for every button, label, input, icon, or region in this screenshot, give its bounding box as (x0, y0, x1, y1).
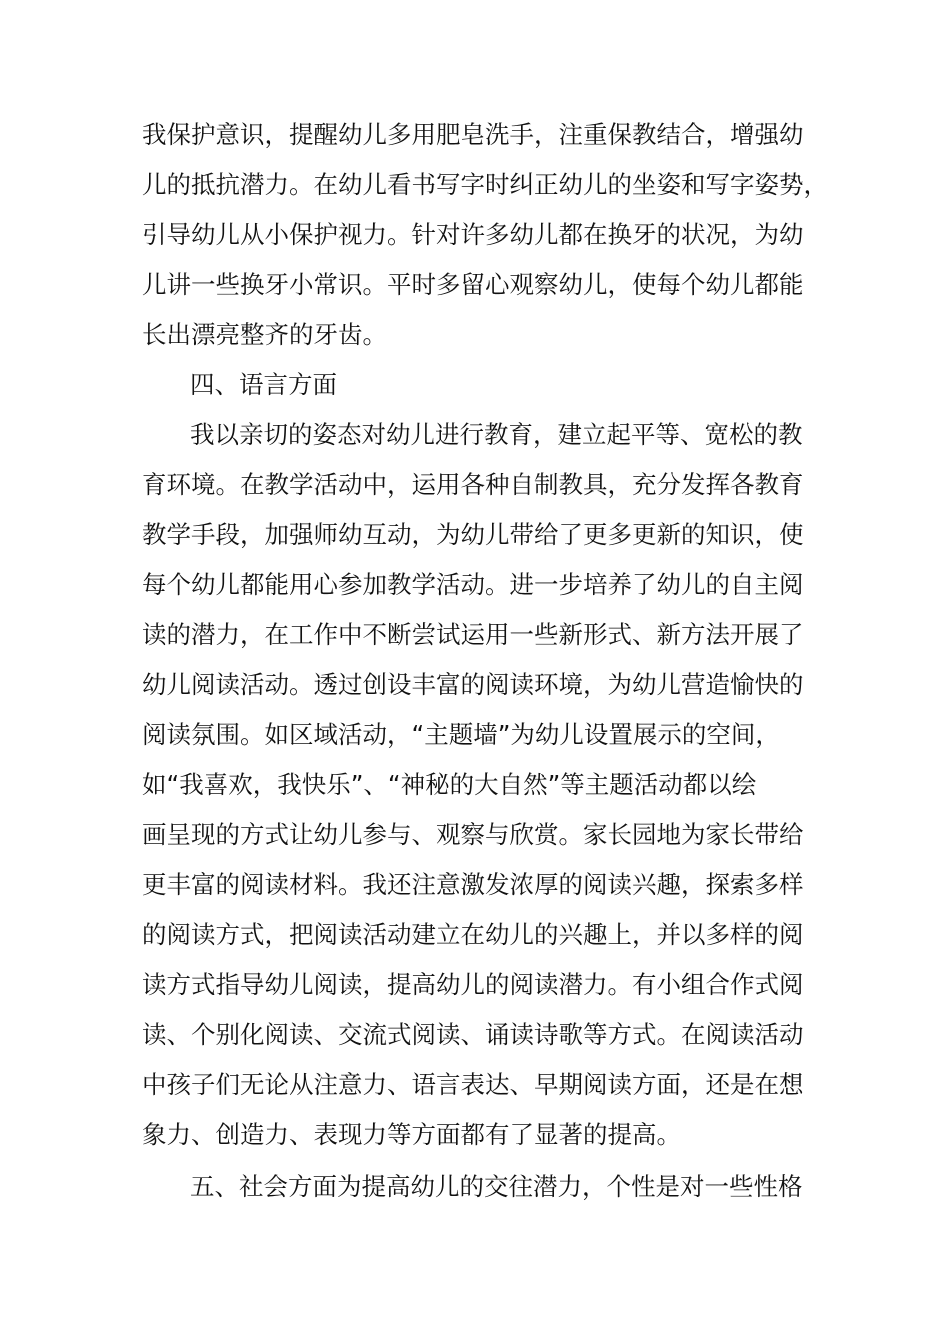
text-line: 我保护意识，提醒幼儿多用肥皂洗手，注重保教结合，增强幼 (142, 120, 804, 149)
text-line: 我以亲切的姿态对幼儿进行教育，建立起平等、宽松的教 (190, 420, 803, 449)
text-line: 长出漂亮整齐的牙齿。 (142, 320, 387, 349)
text-line: 读方式指导幼儿阅读，提高幼儿的阅读潜力。有小组合作式阅 (142, 970, 804, 999)
text-line: 教学手段，加强师幼互动，为幼儿带给了更多更新的知识，使 (142, 520, 804, 549)
text-line: 阅读氛围。如区域活动，“主题墙”为幼儿设置展示的空间， (142, 720, 780, 749)
text-line: 育环境。在教学活动中，运用各种自制教具，充分发挥各教育 (142, 470, 804, 499)
text-line: 引导幼儿从小保护视力。针对许多幼儿都在换牙的状况，为幼 (142, 220, 804, 249)
text-line: 读的潜力，在工作中不断尝试运用一些新形式、新方法开展了 (142, 620, 804, 649)
text-line: 读、个别化阅读、交流式阅读、诵读诗歌等方式。在阅读活动 (142, 1020, 804, 1049)
text-line: 幼儿阅读活动。透过创设丰富的阅读环境，为幼儿营造愉快的 (142, 670, 804, 699)
section-heading: 五、社会方面为提高幼儿的交往潜力，个性是对一些性格 (190, 1172, 803, 1201)
text-line: 画呈现的方式让幼儿参与、观察与欣赏。家长园地为家长带给 (142, 820, 804, 849)
text-line: 儿的抵抗潜力。在幼儿看书写字时纠正幼儿的坐姿和写字姿势， (142, 170, 828, 199)
text-line: 每个幼儿都能用心参加教学活动。进一步培养了幼儿的自主阅 (142, 570, 804, 599)
section-heading: 四、语言方面 (190, 370, 337, 399)
text-line: 的阅读方式，把阅读活动建立在幼儿的兴趣上，并以多样的阅 (142, 920, 804, 949)
text-line: 象力、创造力、表现力等方面都有了显著的提高。 (142, 1120, 681, 1149)
text-line: 如“我喜欢，我快乐”、“神秘的大自然”等主题活动都以绘 (142, 770, 757, 799)
text-line: 更丰富的阅读材料。我还注意激发浓厚的阅读兴趣，探索多样 (142, 870, 804, 899)
text-line: 儿讲一些换牙小常识。平时多留心观察幼儿，使每个幼儿都能 (142, 270, 804, 299)
text-line: 中孩子们无论从注意力、语言表达、早期阅读方面，还是在想 (142, 1070, 804, 1099)
